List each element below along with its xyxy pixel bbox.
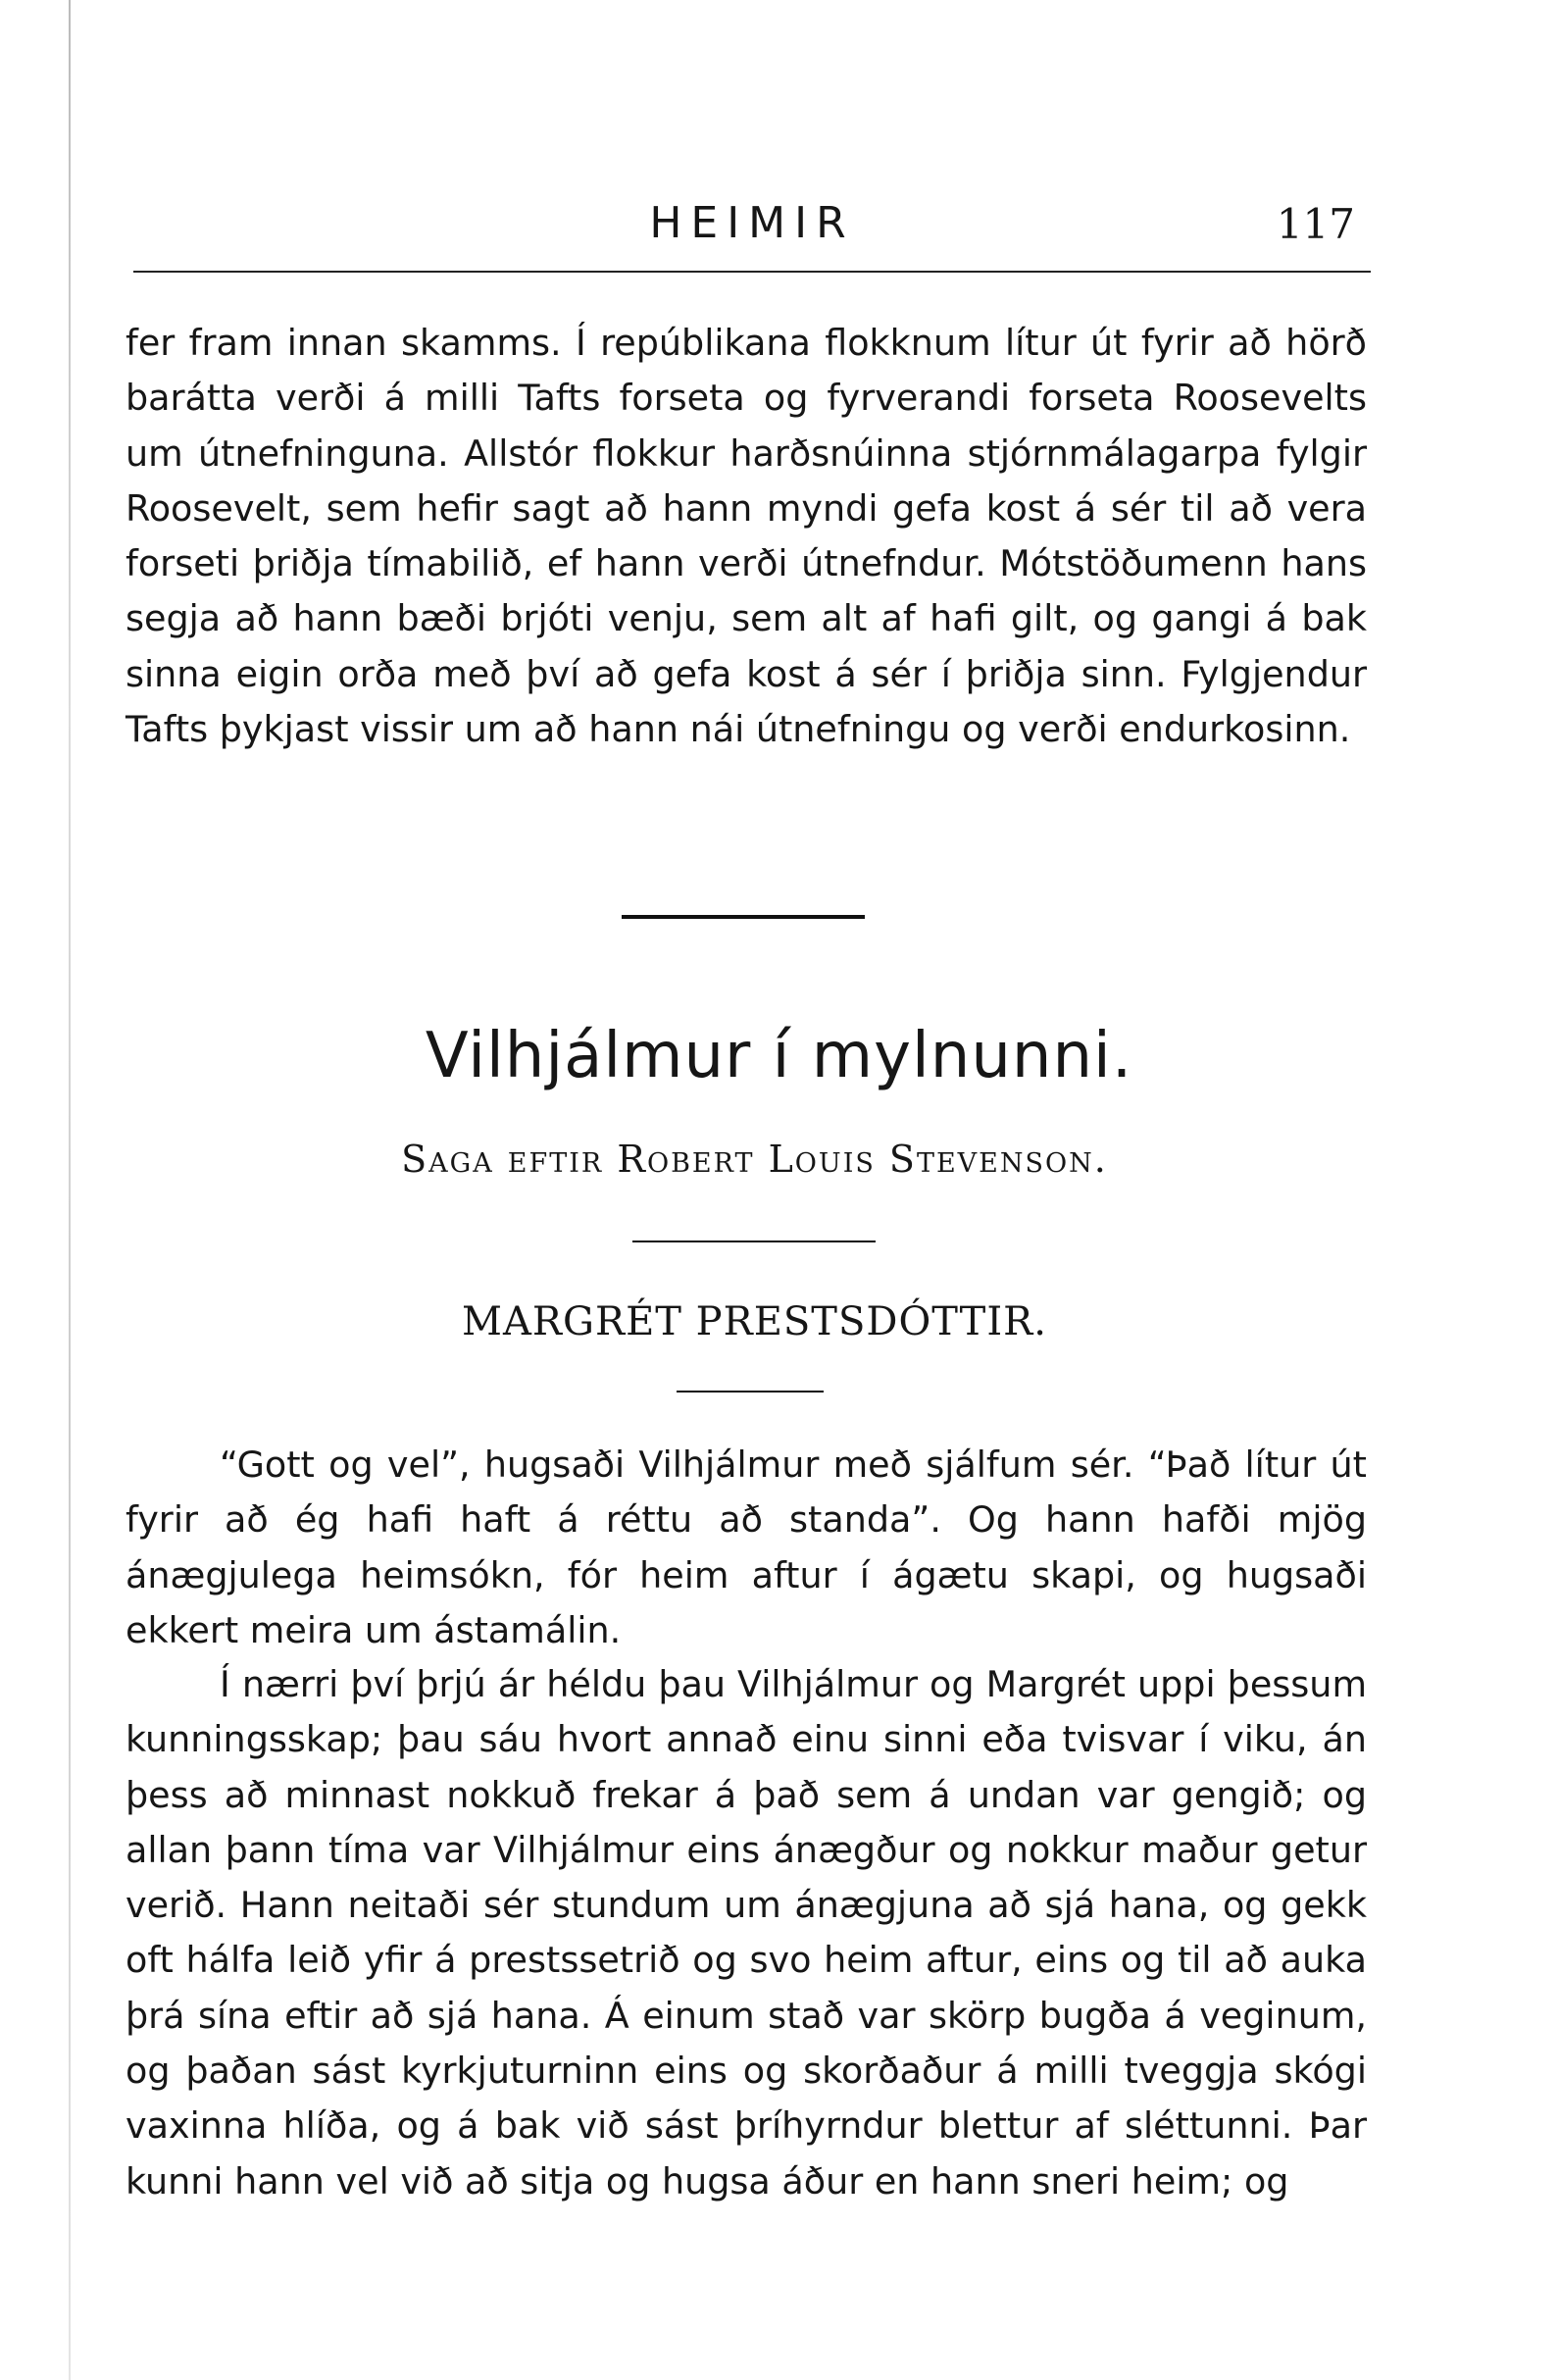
story-title: Vilhjálmur í mylnunni. xyxy=(425,1020,1133,1092)
section-divider xyxy=(622,915,865,919)
page-header xyxy=(133,192,1371,255)
paragraph-2: Í nærri því þrjú ár héldu þau Vilhjálmur og Margrét uppi þessum kunningsskap; þau sáu hvort annað einu sinni eða tvisvar í viku, án þess að minnast nokkuð frekar á það sem á undan var gengið; og allan þann tíma var Vilhjálmur eins ánægður og nokkur maður getur verið. Hann neitaði sér stundum um ánægjuna að sjá hana, og gekk oft hálfa leið yfir á prestssetrið og svo heim aftur, eins og til að auka þrá sína eftir að sjá hana. Á einum stað var skörp bugða á veginum, og þaðan sást kyrkjuturninn eins og skorðaður á milli tveggja skógi vaxinna hlíða, og á bak við sást þríhyrndur blettur af sléttunni. Þar kunni hann vel við að sitja og hugsa áður en hann sneri heim; og xyxy=(126,1663,1367,2203)
running-title: HEIMIR xyxy=(649,198,855,248)
story-subtitle: Saga eftir Robert Louis Stevenson. xyxy=(401,1138,1108,1181)
page-number: 117 xyxy=(1276,200,1355,248)
paragraph-continued: fer fram innan skamms. Í repúblikana flokknum lítur út fyrir að hörð barátta verði á milli Tafts forseta og fyrverandi forseta Roosevelts um útnefninguna. Allstór flokkur harðsnúinna stjórnmálagarpa fylgir Roosevelt, sem hefir sagt að hann myndi gefa kost á sér til að vera forseti þriðja tímabilið, ef hann verði útnefndur. Mótstöðumenn hans segja að hann bæði brjóti venju, sem alt af hafi gilt, og gangi á bak sinna eigin orða með því að gefa kost á sér í þriðja sinn. Fylgjendur Tafts þykjast vissir um að hann nái útnefningu og verði endurkosinn. xyxy=(126,322,1367,751)
paragraph-1: “Gott og vel”, hugsaði Vilhjálmur með sjálfum sér. “Það lítur út fyrir að ég hafi haft á réttu að standa”. Og hann hafði mjög ánægjulega heimsókn, fór heim aftur í ágætu skapi, og hugsaði ekkert meira um ástamálin. xyxy=(126,1443,1367,1651)
subtitle-rule xyxy=(632,1241,876,1242)
header-rule xyxy=(133,271,1371,273)
chapter-rule xyxy=(677,1391,824,1393)
page-edge-shadow xyxy=(69,0,71,2380)
chapter-title: MARGRÉT PRESTSDÓTTIR. xyxy=(462,1299,1047,1344)
